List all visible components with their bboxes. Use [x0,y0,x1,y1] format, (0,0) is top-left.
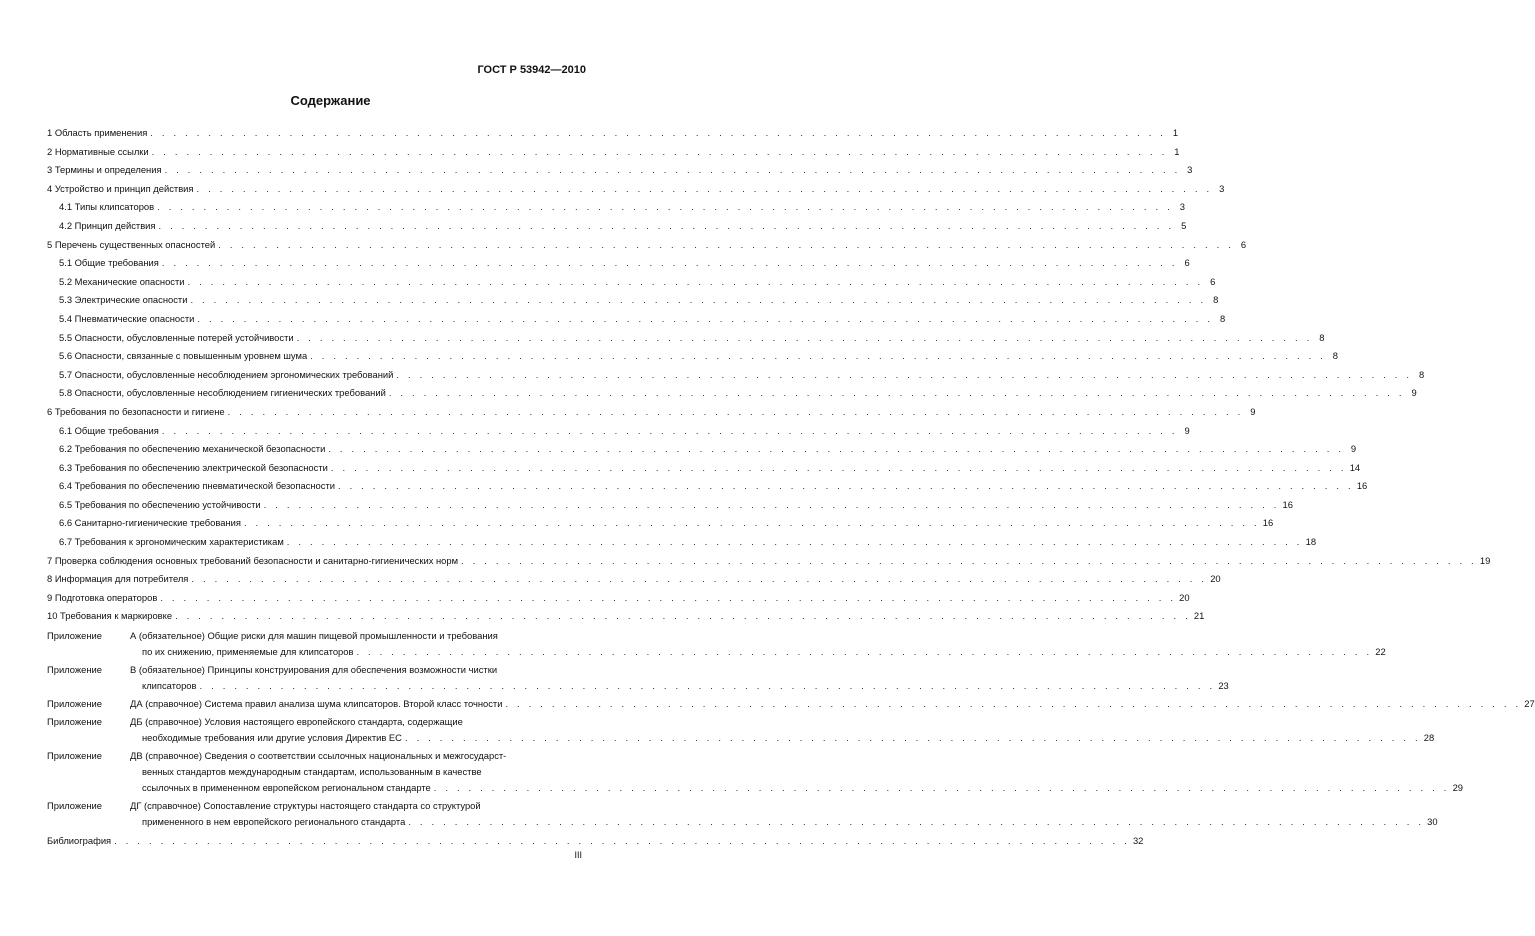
toc-entry-title: 4.2 Принцип действия [59,219,156,231]
dot-leader: . . . . . . . . . . . . . . . . . . . . . . . . . . . . . . . . . . . . . . . . . . . . . . . . . . . . . . . . . . . . . . . . . . . . . . . . . . . . . . . . . . . . . . . . [286,536,1303,548]
document-number: ГОСТ Р 53942—2010 [477,64,586,76]
toc-entry-title: Библиография [47,834,112,846]
toc-entry-page: 9 [1350,443,1357,455]
toc-entry-title: 1 Область применения [47,127,148,138]
appendix-title-line: В (обязательное) Принципы конструирования для обеспечения возможности чистки [130,663,498,675]
toc-entry-title: 6.5 Требования по обеспечению устойчивости [59,498,261,510]
dot-leader: . . . . . . . . . . . . . . . . . . . . . . . . . . . . . . . . . . . . . . . . . . . . . . . . . . . . . . . . . . . . . . . . . . . . . . . . . . . . . . . . . . . . . . . . [218,238,1235,250]
toc-entry-page: 8 [1419,368,1425,380]
appendix-entry[interactable] [47,662,1229,694]
toc-entry[interactable] [47,329,1325,348]
appendix-entry[interactable] [47,798,1438,830]
table-of-contents [47,124,1535,850]
toc-entry-page: 9 [1411,387,1417,399]
toc-entry-title: 10 Требования к маркировке [47,610,173,622]
toc-entry[interactable] [47,832,1144,851]
toc-entry-page: 20 [1210,573,1221,585]
toc-entry-page: 6 [1210,275,1216,287]
appendix-page: 27 [1524,697,1535,709]
toc-entry-title: 7 Проверка соблюдения основных требований безопасности и санитарно-гигиенических норм [47,554,459,566]
toc-entry[interactable] [47,254,1190,273]
toc-entry[interactable] [47,533,1317,552]
toc-entry-page: 32 [1132,834,1144,846]
toc-entry-page: 16 [1282,498,1293,510]
appendix-label: Приложение [47,715,102,727]
dot-leader: . . . . . . . . . . . . . . . . . . . . . . . . . . . . . . . . . . . . . . . . . . . . . . . . . . . . . . . . . . . . . . . . . . . . . . . . . . . . . . . . . . . . . . . . [296,331,1313,343]
toc-entry[interactable] [47,143,1180,162]
toc-entry[interactable] [47,161,1193,180]
toc-entry-page: 21 [1193,610,1205,622]
toc-entry-title: 5.8 Опасности, обусловленные несоблюдением гигиенических требований [59,387,386,399]
page-title: Содержание [290,93,371,108]
toc-entry[interactable] [47,347,1338,366]
dot-leader: . . . . . . . . . . . . . . . . . . . . . . . . . . . . . . . . . . . . . . . . . . . . . . . . . . . . . . . . . . . . . . . . . . . . . . . . . . . . . . . . . . . . . . . . [151,145,1168,157]
appendix-title-line: венных стандартов международным стандартам, использованным в качестве [142,765,482,777]
toc-entry-title: 6.6 Санитарно-гигиенические требования [59,517,241,529]
toc-entry-title: 5.2 Механические опасности [59,275,185,287]
toc-entry-title: 5.1 Общие требования [59,257,159,269]
toc-entry-title: 5.7 Опасности, обусловленные несоблюдением эргономических требований [59,368,394,380]
toc-entry-page: 8 [1319,331,1325,343]
toc-entry[interactable] [47,459,1361,478]
toc-entry[interactable] [47,589,1190,608]
appendix-title-line: ДГ (справочное) Сопоставление структуры настоящего стандарта со структурой [130,799,481,811]
toc-entry-page: 18 [1305,536,1317,548]
toc-entry-title: 4 Устройство и принцип действия [47,182,194,194]
dot-leader: . . . . . . . . . . . . . . . . . . . . . . . . . . . . . . . . . . . . . . . . . . . . . . . . . . . . . . . . . . . . . . . . . . . . . . . . . . . . . . . . . . . . . . . . [356,645,1373,657]
toc-entry-title: 5.6 Опасности, связанные с повышенным уровнем шума [59,350,308,362]
toc-entry-title: 3 Термины и определения [47,164,162,176]
page-number: III [574,850,582,860]
dot-leader: . . . . . . . . . . . . . . . . . . . . . . . . . . . . . . . . . . . . . . . . . . . . . . . . . . . . . . . . . . . . . . . . . . . . . . . . . . . . . . . . . . . . . . . . [337,480,1354,492]
appendix-page: 28 [1423,731,1435,743]
dot-leader: . . . . . . . . . . . . . . . . . . . . . . . . . . . . . . . . . . . . . . . . . . . . . . . . . . . . . . . . . . . . . . . . . . . . . . . . . . . . . . . . . . . . . . . . [263,498,1280,510]
dot-leader: . . . . . . . . . . . . . . . . . . . . . . . . . . . . . . . . . . . . . . . . . . . . . . . . . . . . . . . . . . . . . . . . . . . . . . . . . . . . . . . . . . . . . . . . [404,731,1421,743]
toc-entry-page: 3 [1219,182,1225,194]
toc-entry-page: 8 [1332,350,1338,362]
toc-entry-page: 20 [1179,591,1190,603]
toc-entry[interactable] [47,310,1226,329]
toc-entry-page: 8 [1219,312,1226,324]
dot-leader: . . . . . . . . . . . . . . . . . . . . . . . . . . . . . . . . . . . . . . . . . . . . . . . . . . . . . . . . . . . . . . . . . . . . . . . . . . . . . . . . . . . . . . . . [197,312,1214,324]
toc-entry[interactable] [47,607,1205,626]
toc-entry[interactable] [47,552,1491,571]
toc-entry-title: 6.1 Общие требования [59,424,159,436]
toc-entry[interactable] [47,273,1216,292]
dot-leader: . . . . . . . . . . . . . . . . . . . . . . . . . . . . . . . . . . . . . . . . . . . . . . . . . . . . . . . . . . . . . . . . . . . . . . . . . . . . . . . . . . . . . . . . [157,201,1173,213]
appendix-title-line: примененного в нем европейского регионального стандарта [142,815,406,827]
dot-leader: . . . . . . . . . . . . . . . . . . . . . . . . . . . . . . . . . . . . . . . . . . . . . . . . . . . . . . . . . . . . . . . . . . . . . . . . . . . . . . . . . . . . . . . . [199,679,1216,691]
toc-entry-page: 6 [1240,238,1247,250]
appendix-title-line: А (обязательное) Общие риски для машин пищевой промышленности и требования [130,629,498,641]
appendix-entry[interactable] [47,748,1463,796]
toc-entry-page: 9 [1250,405,1256,417]
dot-leader: . . . . . . . . . . . . . . . . . . . . . . . . . . . . . . . . . . . . . . . . . . . . . . . . . . . . . . . . . . . . . . . . . . . . . . . . . . . . . . . . . . . . . . . . [196,182,1213,194]
dot-leader: . . . . . . . . . . . . . . . . . . . . . . . . . . . . . . . . . . . . . . . . . . . . . . . . . . . . . . . . . . . . . . . . . . . . . . . . . . . . . . . . . . . . . . . . [461,554,1477,566]
toc-entry-page: 9 [1184,424,1190,436]
dot-leader: . . . . . . . . . . . . . . . . . . . . . . . . . . . . . . . . . . . . . . . . . . . . . . . . . . . . . . . . . . . . . . . . . . . . . . . . . . . . . . . . . . . . . . . . [433,781,1450,793]
dot-leader: . . . . . . . . . . . . . . . . . . . . . . . . . . . . . . . . . . . . . . . . . . . . . . . . . . . . . . . . . . . . . . . . . . . . . . . . . . . . . . . . . . . . . . . . [175,610,1191,622]
appendix-label: Приложение [47,629,102,641]
toc-entry[interactable] [47,198,1185,217]
dot-leader: . . . . . . . . . . . . . . . . . . . . . . . . . . . . . . . . . . . . . . . . . . . . . . . . . . . . . . . . . . . . . . . . . . . . . . . . . . . . . . . . . . . . . . . . [328,443,1345,455]
toc-entry-page: 16 [1262,517,1274,529]
toc-entry-page: 16 [1356,480,1368,492]
toc-entry-page: 8 [1213,294,1219,306]
dot-leader: . . . . . . . . . . . . . . . . . . . . . . . . . . . . . . . . . . . . . . . . . . . . . . . . . . . . . . . . . . . . . . . . . . . . . . . . . . . . . . . . . . . . . . . . [408,815,1425,827]
toc-entry-title: 4.1 Типы клипсаторов [59,201,155,213]
appendix-entry[interactable] [47,696,1535,712]
toc-entry-page: 1 [1172,127,1179,138]
appendix-title-line: клипсаторов [142,679,197,691]
appendix-page: 29 [1452,781,1463,793]
dot-leader: . . . . . . . . . . . . . . . . . . . . . . . . . . . . . . . . . . . . . . . . . . . . . . . . . . . . . . . . . . . . . . . . . . . . . . . . . . . . . . . . . . . . . . . . [158,219,1175,231]
toc-entry-title: 6.7 Требования к эргономическим характеристикам [59,536,284,548]
toc-entry[interactable] [47,291,1219,310]
dot-leader: . . . . . . . . . . . . . . . . . . . . . . . . . . . . . . . . . . . . . . . . . . . . . . . . . . . . . . . . . . . . . . . . . . . . . . . . . . . . . . . . . . . . . . . . [388,387,1405,399]
toc-entry-page: 5 [1181,219,1187,231]
appendix-page: 22 [1375,645,1386,657]
toc-entry-title: 8 Информация для потребителя [47,573,189,585]
dot-leader: . . . . . . . . . . . . . . . . . . . . . . . . . . . . . . . . . . . . . . . . . . . . . . . . . . . . . . . . . . . . . . . . . . . . . . . . . . . . . . . . . . . . . . . . [227,405,1244,417]
appendix-title-line: ДВ (справочное) Сведения о соответствии ссылочных национальных и межгосударст- [130,749,507,761]
dot-leader: . . . . . . . . . . . . . . . . . . . . . . . . . . . . . . . . . . . . . . . . . . . . . . . . . . . . . . . . . . . . . . . . . . . . . . . . . . . . . . . . . . . . . . . . [505,697,1522,709]
toc-entry-page: 19 [1479,554,1491,566]
dot-leader: . . . . . . . . . . . . . . . . . . . . . . . . . . . . . . . . . . . . . . . . . . . . . . . . . . . . . . . . . . . . . . . . . . . . . . . . . . . . . . . . . . . . . . . . [330,461,1347,473]
toc-entry[interactable] [47,124,1179,143]
toc-entry[interactable] [47,236,1247,255]
toc-entry[interactable] [47,366,1425,385]
toc-entry-page: 3 [1187,164,1193,176]
appendix-label: Приложение [47,663,102,675]
toc-entry-title: 6.4 Требования по обеспечению пневматической безопасности [59,480,335,492]
dot-leader: . . . . . . . . . . . . . . . . . . . . . . . . . . . . . . . . . . . . . . . . . . . . . . . . . . . . . . . . . . . . . . . . . . . . . . . . . . . . . . . . . . . . . . . . [190,294,1207,306]
toc-entry-title: 6.2 Требования по обеспечению механической безопасности [59,443,326,455]
toc-entry-title: 9 Подготовка операторов [47,591,158,603]
toc-entry-title: 6.3 Требования по обеспечению электрической безопасности [59,461,328,473]
appendix-entry[interactable] [47,714,1435,746]
appendix-entry[interactable] [47,628,1386,660]
appendix-page: 30 [1427,815,1438,827]
appendix-label: Приложение [47,749,102,761]
toc-entry-page: 3 [1179,201,1185,213]
toc-entry[interactable] [47,180,1225,199]
toc-entry[interactable] [47,384,1417,403]
toc-entry[interactable] [47,440,1357,459]
appendix-title-line: необходимые требования или другие условия Директив ЕС [142,731,402,743]
dot-leader: . . . . . . . . . . . . . . . . . . . . . . . . . . . . . . . . . . . . . . . . . . . . . . . . . . . . . . . . . . . . . . . . . . . . . . . . . . . . . . . . . . . . . . . . [310,350,1326,362]
dot-leader: . . . . . . . . . . . . . . . . . . . . . . . . . . . . . . . . . . . . . . . . . . . . . . . . . . . . . . . . . . . . . . . . . . . . . . . . . . . . . . . . . . . . . . . . [161,257,1178,269]
appendix-title-line: ДБ (справочное) Условия настоящего европейского стандарта, содержащие [130,715,463,727]
toc-entry[interactable] [47,403,1256,422]
dot-leader: . . . . . . . . . . . . . . . . . . . . . . . . . . . . . . . . . . . . . . . . . . . . . . . . . . . . . . . . . . . . . . . . . . . . . . . . . . . . . . . . . . . . . . . . [243,517,1260,529]
appendix-label: Приложение [47,799,102,811]
appendix-title-line: по их снижению, применяемые для клипсаторов [142,645,354,657]
appendix-title-line: ссылочных в примененном европейском региональном стандарте [142,781,431,793]
dot-leader: . . . . . . . . . . . . . . . . . . . . . . . . . . . . . . . . . . . . . . . . . . . . . . . . . . . . . . . . . . . . . . . . . . . . . . . . . . . . . . . . . . . . . . . . [164,164,1181,176]
toc-entry[interactable] [47,422,1190,441]
appendix-label: Приложение [47,697,102,709]
dot-leader: . . . . . . . . . . . . . . . . . . . . . . . . . . . . . . . . . . . . . . . . . . . . . . . . . . . . . . . . . . . . . . . . . . . . . . . . . . . . . . . . . . . . . . . . [160,591,1177,603]
toc-entry-title: 5.4 Пневматические опасности [59,312,195,324]
dot-leader: . . . . . . . . . . . . . . . . . . . . . . . . . . . . . . . . . . . . . . . . . . . . . . . . . . . . . . . . . . . . . . . . . . . . . . . . . . . . . . . . . . . . . . . . [161,424,1178,436]
dot-leader: . . . . . . . . . . . . . . . . . . . . . . . . . . . . . . . . . . . . . . . . . . . . . . . . . . . . . . . . . . . . . . . . . . . . . . . . . . . . . . . . . . . . . . . . [396,368,1413,380]
appendix-page: 23 [1218,679,1229,691]
toc-entry[interactable] [47,477,1368,496]
toc-entry[interactable] [47,570,1221,589]
dot-leader: . . . . . . . . . . . . . . . . . . . . . . . . . . . . . . . . . . . . . . . . . . . . . . . . . . . . . . . . . . . . . . . . . . . . . . . . . . . . . . . . . . . . . . . . [191,573,1208,585]
dot-leader: . . . . . . . . . . . . . . . . . . . . . . . . . . . . . . . . . . . . . . . . . . . . . . . . . . . . . . . . . . . . . . . . . . . . . . . . . . . . . . . . . . . . . . . . [187,275,1204,287]
toc-entry[interactable] [47,514,1274,533]
toc-entry-title: 5.3 Электрические опасности [59,294,188,306]
toc-entry-title: 2 Нормативные ссылки [47,145,149,157]
toc-entry-page: 14 [1349,461,1361,473]
toc-entry-title: 6 Требования по безопасности и гигиене [47,405,225,417]
toc-entry-title: 5.5 Опасности, обусловленные потерей устойчивости [59,331,294,343]
toc-entry[interactable] [47,217,1187,236]
appendix-title-line: ДА (справочное) Система правил анализа шума клипсаторов. Второй класс точности [130,697,503,709]
dot-leader: . . . . . . . . . . . . . . . . . . . . . . . . . . . . . . . . . . . . . . . . . . . . . . . . . . . . . . . . . . . . . . . . . . . . . . . . . . . . . . . . . . . . . . . . [114,834,1130,846]
toc-entry[interactable] [47,496,1293,515]
toc-entry-page: 6 [1184,257,1190,269]
dot-leader: . . . . . . . . . . . . . . . . . . . . . . . . . . . . . . . . . . . . . . . . . . . . . . . . . . . . . . . . . . . . . . . . . . . . . . . . . . . . . . . . . . . . . . . . [150,127,1167,138]
toc-entry-title: 5 Перечень существенных опасностей [47,238,216,250]
toc-entry-page: 1 [1174,145,1180,157]
